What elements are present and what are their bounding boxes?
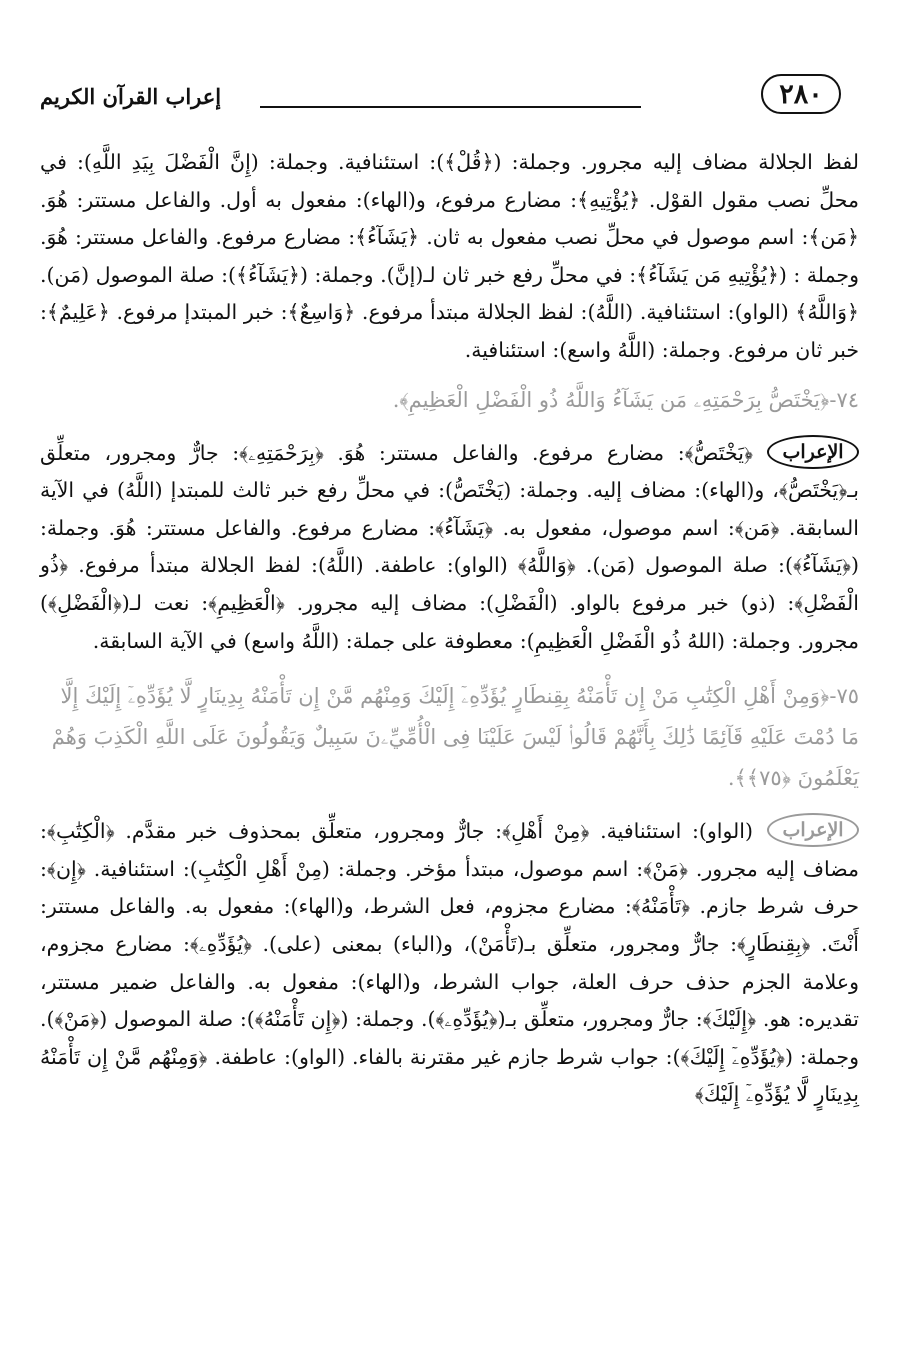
verse-75: ٧٥-﴿وَمِنْ أَهْلِ الْكِتَٰبِ مَنْ إِن تَأْمَنْهُ بِقِنطَارٍ يُؤَدِّهِۦٓ إِلَيْكَ وَمِنْهُم مَّنْ إِن تَأْمَنْهُ بِدِينَارٍ لَّا يُؤَدِّهِۦٓ إِلَيْكَ إِلَّا مَا دُمْتَ عَلَيْهِ قَآئِمًا ذَٰلِكَ بِأَنَّهُمْ قَالُوا۟ لَيْسَ عَلَيْنَا فِى الْأُمِّيِّۦنَ سَبِيلٌ وَيَقُولُونَ عَلَى اللَّهِ الْكَذِبَ وَهُمْ يَعْلَمُونَ ﴿٧٥﴾﴾. — [51, 684, 859, 791]
verse-74: ٧٤-﴿يَخْتَصُّ بِرَحْمَتِهِۦ مَن يَشَآءُ وَاللَّهُ ذُو الْفَضْلِ الْعَظِيمِ﴾. — [392, 387, 859, 412]
paragraph-2: ﴿يَخْتَصُّ﴾: مضارع مرفوع. والفاعل مستتر: هُوَ. ﴿بِرَحْمَتِهِۦ﴾: جارٌّ ومجرور، متعلِّق بـ﴿يَخْتَصُّ﴾، و(الهاء): مضاف إليه. وجملة: (يَخْتَصُّ): في محلِّ رفع خبر ثالث للمبتدإ (اللَّهُ) في الآية السابقة. ﴿مَن﴾: اسم موصول، مفعول به. ﴿يَشَآءُ﴾: مضارع مرفوع. والفاعل مستتر: هُوَ. وجملة: (﴿يَشَآءُ﴾): صلة الموصول (مَن). ﴿وَاللَّهُ﴾ (الواو): عاطفة. (اللَّهُ): لفظ الجلالة مبتدأ مرفوع. ﴿ذُو الْفَضْلِ﴾: (ذو) خبر مرفوع بالواو. (الْفَضْلِ): مضاف إليه مجرور. ﴿الْعَظِيمِ﴾: نعت لـ(﴿الْفَضْلِ﴾) مجرور. وجملة: (اللهُ ذُو الْفَضْلِ الْعَظِيمِ): معطوفة على جملة: (اللَّهُ واسع) في الآية السابقة. — [40, 440, 859, 653]
irab-label: الإعراب — [767, 435, 859, 469]
irab-label: الإعراب — [767, 813, 859, 847]
irab-section-1 — [40, 435, 859, 661]
irab-section-2 — [40, 813, 859, 1114]
running-title: إعراب القرآن الكريم — [40, 84, 222, 109]
page-number: ٢٨٠ — [761, 74, 841, 114]
header-rule — [260, 106, 641, 108]
paragraph-3: (الواو): استئنافية. ﴿مِنْ أَهْلِ﴾: جارٌّ ومجرور، متعلِّق بمحذوف خبر مقدَّم. ﴿الْكِتَٰبِ﴾: مضاف إليه مجرور. ﴿مَنْ﴾: اسم موصول، مبتدأ مؤخر. وجملة: (مِنْ أَهْلِ الْكِتَٰبِ): استئنافية. ﴿إِن﴾: حرف شرط جازم. ﴿تَأْمَنْهُ﴾: مضارع مجزوم، فعل الشرط، و(الهاء): مفعول به. والفاعل مستتر: أَنْتَ. ﴿بِقِنطَارٍ﴾: جارٌّ ومجرور، متعلِّق بـ(تَأْمَنْ)، و(الباء) بمعنى (على). ﴿يُؤَدِّهِۦ﴾: مضارع مجزوم، وعلامة الجزم حذف حرف العلة، جواب الشرط، و(الهاء): مفعول به. والفاعل ضمير مستتر، تقديره: هو. ﴿إِلَيْكَ﴾: جارٌّ ومجرور، متعلِّق بـ(﴿يُؤَدِّهِۦ﴾). وجملة: (﴿إِن تَأْمَنْهُ﴾): صلة الموصول (﴿مَنْ﴾). وجملة: (﴿يُؤَدِّهِۦٓ إِلَيْكَ﴾): جواب شرط جازم غير مقترنة بالفاء. (الواو): عاطفة. ﴿وَمِنْهُم مَّنْ إِن تَأْمَنْهُ بِدِينَارٍ لَّا يُؤَدِّهِۦٓ إِلَيْكَ﴾ — [40, 819, 859, 1107]
paragraph-1: لفظ الجلالة مضاف إليه مجرور. وجملة: (﴿قُلْ﴾): استئنافية. وجملة: (إِنَّ الْفَضْلَ بِيَدِ اللَّهِ): في محلِّ نصب مقول القوْل. ﴿يُؤْتِيهِ﴾: مضارع مرفوع، و(الهاء): مفعول به أول. والفاعل مستتر: هُوَ. ﴿مَن﴾: اسم موصول في محلِّ نصب مفعول به ثان. ﴿يَشَآءُ﴾: مضارع مرفوع. والفاعل مستتر: هُوَ. وجملة : (﴿يُؤْتِيهِ مَن يَشَآءُ﴾: في محلِّ رفع خبر ثان لـ(إنَّ). وجملة: (﴿يَشَآءُ﴾): صلة الموصول (مَن). ﴿وَاللَّهُ﴾ (الواو): استئنافية. (اللَّهُ): لفظ الجلالة مبتدأ مرفوع. ﴿وَاسِعٌ﴾: خبر المبتدإ مرفوع. ﴿عَلِيمٌ﴾: خبر ثان مرفوع. وجملة: (اللَّهُ واسع): استئنافية. — [40, 150, 859, 362]
page-body — [40, 144, 859, 1114]
page-header — [40, 74, 869, 126]
